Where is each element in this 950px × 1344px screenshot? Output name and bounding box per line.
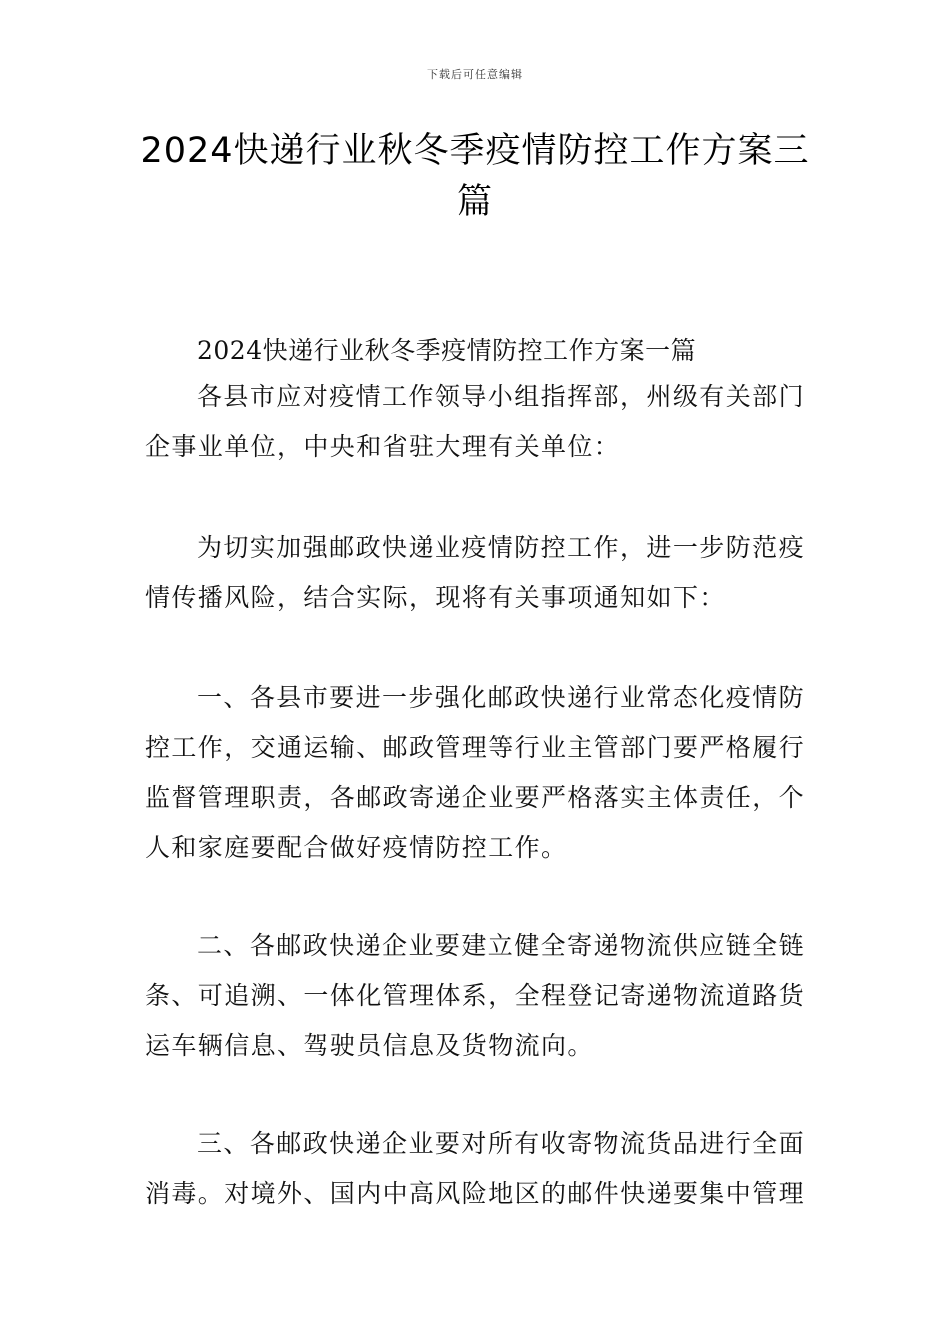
header-note: 下载后可任意编辑 [427, 68, 523, 81]
paragraph-addressees: 各县市应对疫情工作领导小组指挥部，州级有关部门企事业单位，中央和省驻大理有关单位： [145, 382, 805, 461]
paragraph-intro: 为切实加强邮政快递业疫情防控工作，进一步防范疫情传播风险，结合实际，现将有关事项通知如下： [145, 533, 805, 612]
paragraph-item-3: 三、各邮政快递企业要对所有收寄物流货品进行全面消毒。对境外、国内中高风险地区的邮件快递要集中管理 [145, 1129, 806, 1208]
document-title: 2024快递行业秋冬季疫情防控工作方案三篇 [140, 131, 810, 222]
section-subtitle: 2024快递行业秋冬季疫情防控工作方案一篇 [197, 336, 697, 365]
paragraph-item-1: 一、各县市要进一步强化邮政快递行业常态化疫情防控工作，交通运输、邮政管理等行业主管部门要严格履行监督管理职责，各邮政寄递企业要严格落实主体责任，个人和家庭要配合做好疫情防控工作。 [145, 683, 806, 862]
paragraph-item-2: 二、各邮政快递企业要建立健全寄递物流供应链全链条、可追溯、一体化管理体系，全程登记寄递物流道路货运车辆信息、驾驶员信息及货物流向。 [145, 931, 806, 1060]
